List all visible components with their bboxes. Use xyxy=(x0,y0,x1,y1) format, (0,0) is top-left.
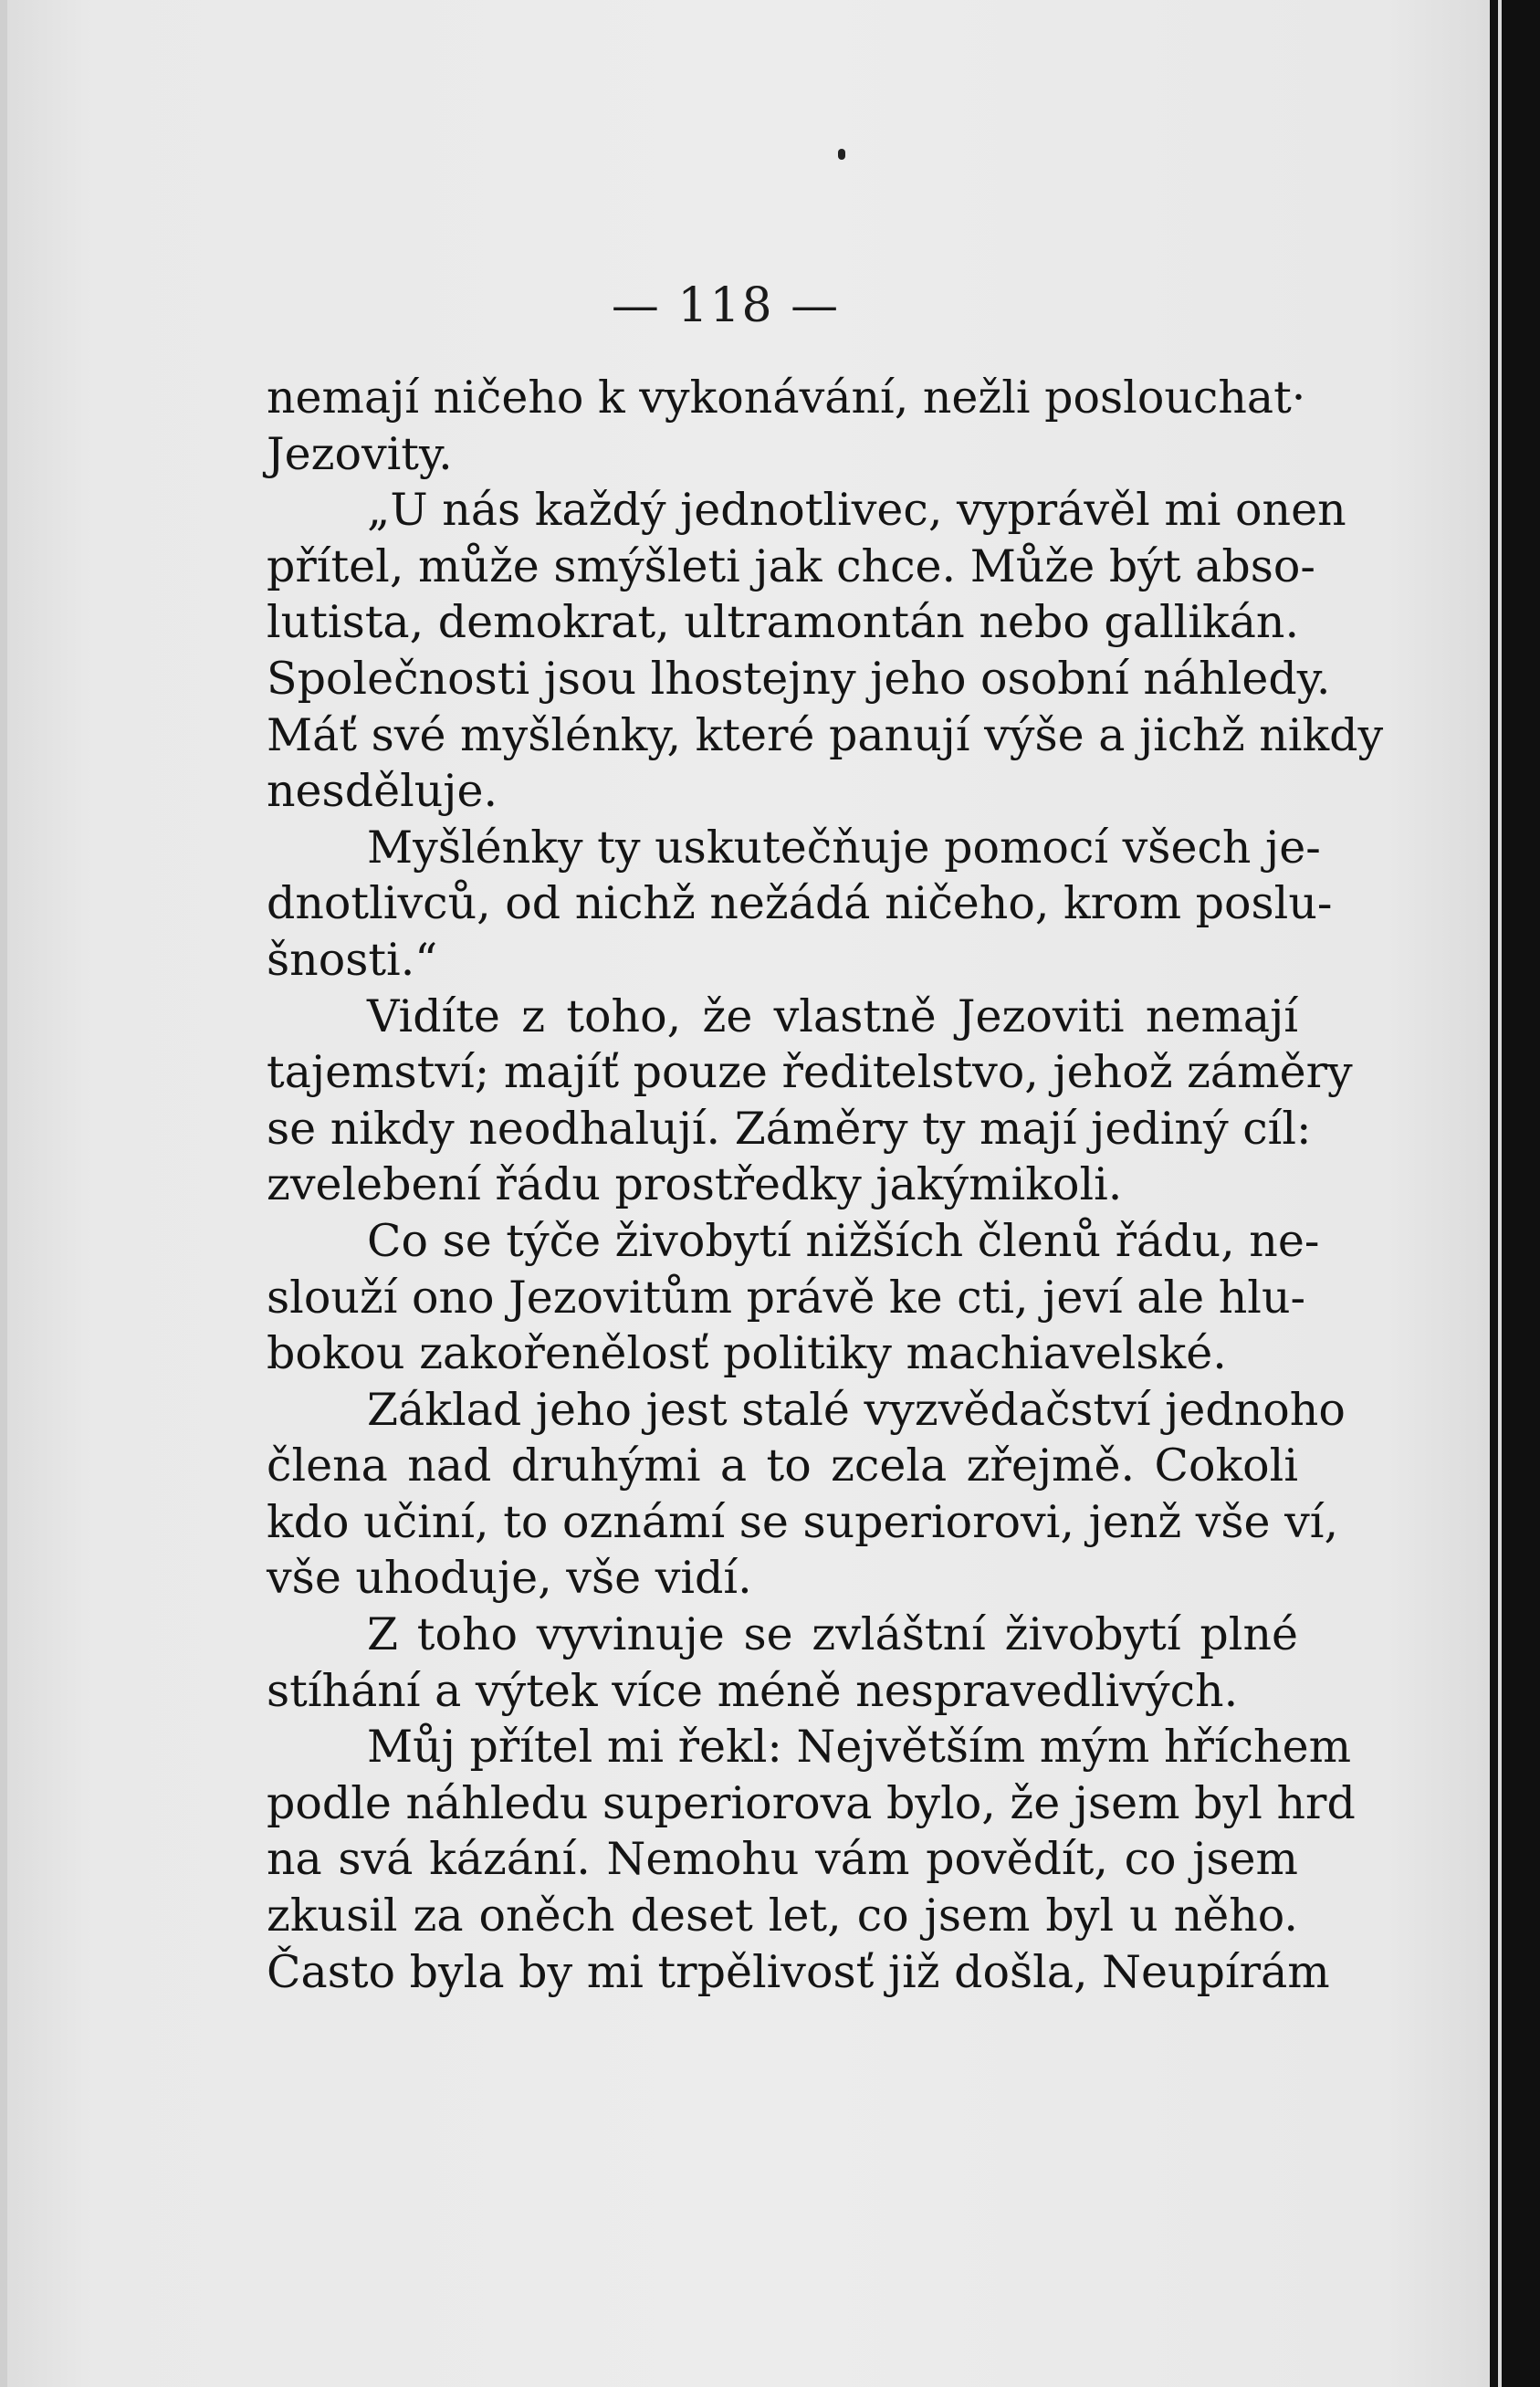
text-line: nesděluje. xyxy=(267,765,498,818)
text-line: člena nad druhými a to zcela zřejmě. Cokoli xyxy=(267,1440,1298,1492)
text-line: tajemství; majíť pouze ředitelstvo, jehož záměry xyxy=(267,1046,1353,1099)
text-line: se nikdy neodhalují. Záměry ty mají jediný cíl: xyxy=(267,1102,1312,1155)
body-text xyxy=(267,370,1384,2000)
text-line: lutista, demokrat, ultramontán nebo gallikán. xyxy=(267,596,1300,649)
text-line: Myšlénky ty uskutečňuje pomocí všech je- xyxy=(367,821,1321,874)
text-line: vše uhoduje, vše vidí. xyxy=(267,1552,752,1605)
text-line: slouží ono Jezovitům právě ke cti, jeví ale hlu- xyxy=(267,1271,1306,1324)
text-line: Z toho vyvinuje se zvláštní živobytí plné xyxy=(367,1608,1298,1661)
page-number-header: — 118 — xyxy=(611,278,841,333)
text-line: Můj přítel mi řekl: Největším mým hříchem xyxy=(367,1721,1352,1774)
text-line: Společnosti jsou lhostejny jeho osobní náhledy. xyxy=(267,652,1331,705)
text-line: bokou zakořenělosť politiky machiavelské. xyxy=(267,1327,1227,1380)
text-line: nemají ničeho k vykonávání, nežli poslouchat· xyxy=(267,372,1306,424)
text-line: kdo učiní, to oznámí se superiorovi, jenž vše ví, xyxy=(267,1495,1339,1548)
text-line: zkusil za oněch deset let, co jsem byl u něho. xyxy=(267,1890,1298,1942)
text-line: Vidíte z toho, že vlastně Jezoviti nemají xyxy=(367,989,1298,1042)
page-right-edge-line xyxy=(1498,0,1502,2387)
text-line: dnotlivců, od nichž nežádá ničeho, krom poslu- xyxy=(267,877,1333,930)
text-line: Co se týče živobytí nižších členů řádu, ne- xyxy=(367,1214,1320,1267)
text-line: na svá kázání. Nemohu vám povědít, co jsem xyxy=(267,1833,1298,1886)
text-line: Máť své myšlénky, které panují výše a jichž nikdy xyxy=(267,708,1384,761)
page-left-edge xyxy=(0,0,7,2387)
text-line: přítel, může smýšleti jak chce. Může být abso- xyxy=(267,539,1315,592)
text-line: šnosti.“ xyxy=(267,933,438,986)
text-line: Základ jeho jest stalé vyzvědačství jednoho xyxy=(367,1383,1346,1436)
ink-speck xyxy=(838,149,845,160)
text-line: Často byla by mi trpělivosť již došla, Neupírám xyxy=(267,1945,1330,1998)
text-line: „U nás každý jednotlivec, vyprávěl mi onen xyxy=(367,484,1346,537)
text-line: stíhání a výtek více méně nespravedlivých. xyxy=(267,1664,1239,1717)
text-line: podle náhledu superiorova bylo, že jsem byl hrd xyxy=(267,1776,1356,1829)
text-line: zvelebení řádu prostředky jakýmikoli. xyxy=(267,1158,1123,1211)
text-line: Jezovity. xyxy=(267,427,453,480)
